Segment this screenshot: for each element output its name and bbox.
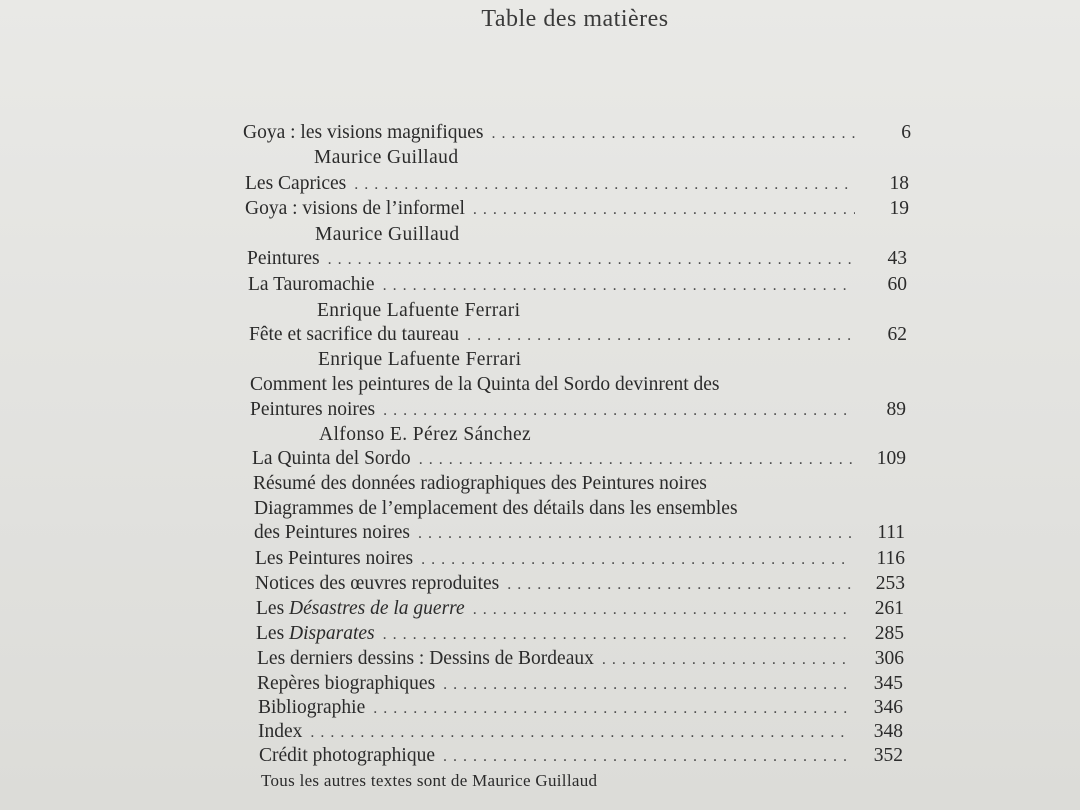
toc-entry	[256, 623, 904, 649]
toc-entry	[256, 598, 904, 624]
toc-entry-page: 261	[874, 598, 904, 619]
toc-author: Maurice Guillaud	[314, 147, 459, 168]
toc-entry-page: 348	[873, 721, 903, 742]
leader-dots	[383, 277, 853, 295]
page-title: Table des matières	[481, 6, 669, 32]
toc-entry	[257, 673, 903, 699]
leader-dots	[373, 700, 849, 718]
toc-entry	[248, 274, 907, 300]
toc-entry-page: 253	[875, 573, 905, 594]
leader-dots	[328, 251, 853, 269]
leader-dots	[418, 525, 851, 543]
toc-entry-title: Peintures noires	[250, 399, 376, 420]
toc-entry-title: Les Peintures noires	[255, 548, 414, 569]
toc-entry-title: Crédit photographique	[259, 745, 436, 766]
toc-entry	[243, 122, 911, 148]
toc-entry-title: Goya : les visions magnifiques	[243, 122, 484, 143]
leader-dots	[473, 601, 850, 619]
leader-dots	[310, 724, 849, 742]
toc-author: Alfonso E. Pérez Sánchez	[319, 424, 532, 445]
toc-entry-page: 19	[889, 198, 909, 219]
toc-entry-page: 109	[876, 448, 906, 469]
leader-dots	[354, 176, 855, 194]
toc-entry-title: Les Disparates	[256, 623, 375, 644]
toc-entry-page: 346	[873, 697, 903, 718]
toc-entry-page: 306	[874, 648, 904, 669]
footer-note: Tous les autres textes sont de Maurice Guillaud	[261, 771, 598, 790]
toc-entry-title: Fête et sacrifice du taureau	[249, 324, 460, 345]
toc-entry	[245, 173, 909, 199]
toc-entry-title: Peintures	[247, 248, 320, 269]
leader-dots	[491, 125, 857, 143]
toc-line: Diagrammes de l’emplacement des détails dans les ensembles	[254, 498, 738, 519]
toc-entry-page: 62	[887, 324, 907, 345]
toc-entry	[255, 548, 905, 574]
toc-entry-title: Repères biographiques	[257, 673, 436, 694]
toc-entry-page: 89	[886, 399, 906, 420]
leader-dots	[419, 451, 852, 469]
toc-entry-title: Index	[258, 721, 303, 742]
toc-entry	[258, 697, 903, 723]
toc-entry-title: Les derniers dessins : Dessins de Bordeaux	[257, 648, 594, 669]
toc-entry-title: La Quinta del Sordo	[252, 448, 411, 469]
leader-dots	[467, 327, 853, 345]
toc-entry-title: La Tauromachie	[248, 274, 375, 295]
toc-entry	[247, 248, 907, 274]
toc-entry	[259, 745, 903, 771]
toc-line: Comment les peintures de la Quinta del Sordo devinrent des	[250, 374, 720, 395]
leader-dots	[602, 651, 850, 669]
toc-entry	[249, 324, 907, 350]
toc-entry-title: Bibliographie	[258, 697, 366, 718]
toc-entry-title: Les Désastres de la guerre	[256, 598, 465, 619]
toc-author: Enrique Lafuente Ferrari	[317, 300, 521, 321]
leader-dots	[443, 748, 849, 766]
toc-author: Enrique Lafuente Ferrari	[318, 349, 522, 370]
toc-entry	[257, 648, 904, 674]
toc-entry-title: des Peintures noires	[254, 522, 410, 543]
toc-entry	[258, 721, 903, 747]
leader-dots	[507, 576, 851, 594]
toc-entry-page: 18	[889, 173, 909, 194]
toc-entry	[254, 522, 905, 548]
leader-dots	[383, 402, 852, 420]
toc-entry	[250, 399, 906, 425]
toc-entry-page: 6	[901, 122, 911, 143]
toc-entry-page: 111	[877, 522, 905, 543]
leader-dots	[421, 551, 851, 569]
leader-dots	[383, 626, 850, 644]
toc-entry-page: 345	[873, 673, 903, 694]
toc-entry-page: 352	[873, 745, 903, 766]
leader-dots	[443, 676, 849, 694]
toc-entry	[245, 198, 909, 224]
toc-entry	[255, 573, 905, 599]
toc-entry-title: Les Caprices	[245, 173, 347, 194]
toc-entry-title: Notices des œuvres reproduites	[255, 573, 500, 594]
toc-entry-page: 116	[876, 548, 905, 569]
leader-dots	[473, 201, 855, 219]
toc-entry-page: 60	[887, 274, 907, 295]
toc-line: Résumé des données radiographiques des Peintures noires	[253, 473, 707, 494]
toc-entry-page: 285	[874, 623, 904, 644]
toc-entry-title: Goya : visions de l’informel	[245, 198, 465, 219]
toc-entry	[252, 448, 906, 474]
toc-entry-page: 43	[887, 248, 907, 269]
toc-author: Maurice Guillaud	[315, 224, 460, 245]
